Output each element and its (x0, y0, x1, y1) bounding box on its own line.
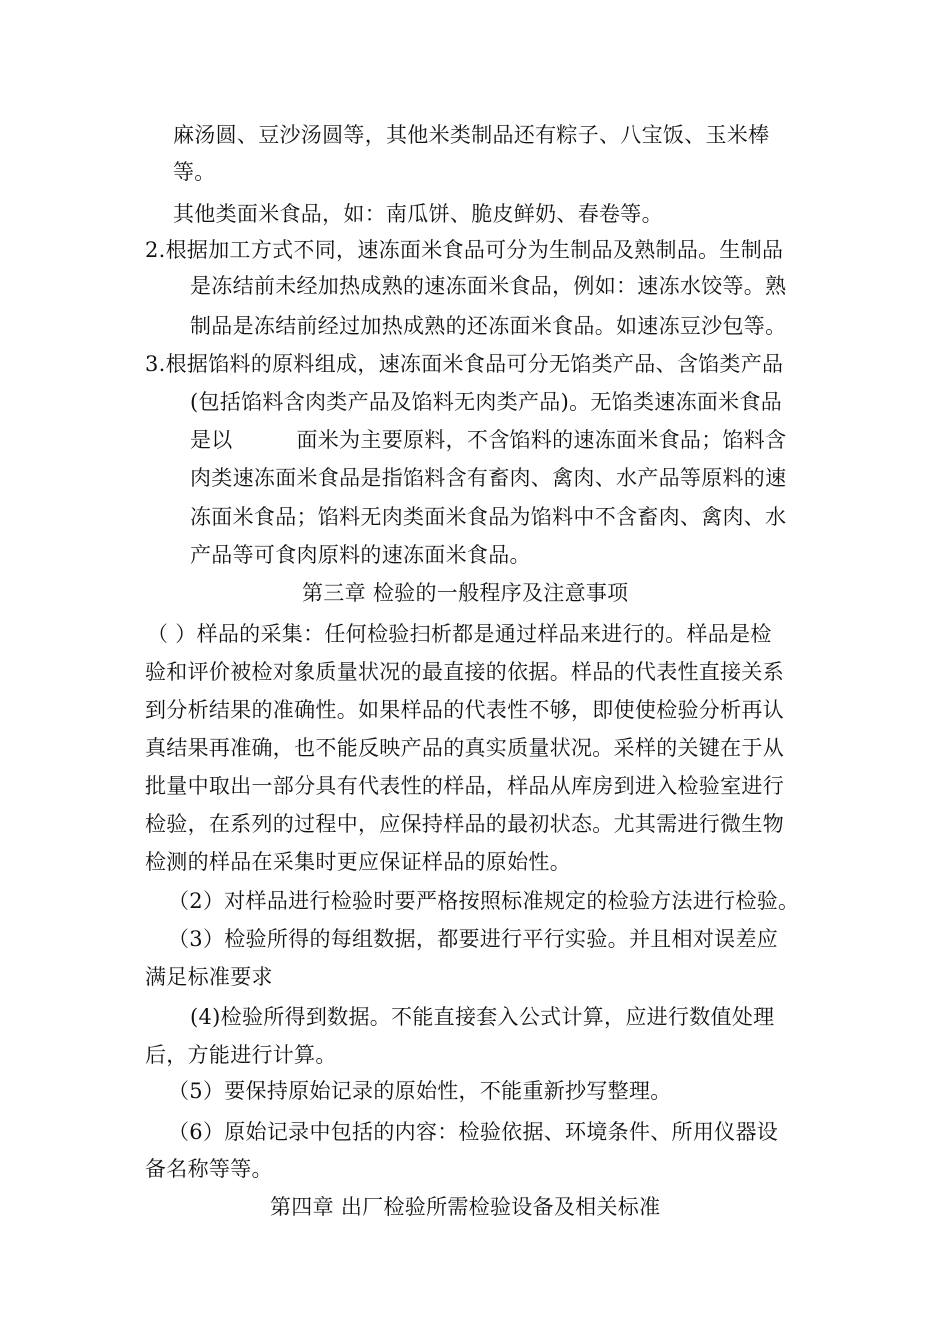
paragraph-line: 满足标准要求 (145, 965, 273, 989)
paragraph-line: （5）要保持原始记录的原始性，不能重新抄写整理。 (168, 1079, 672, 1103)
paragraph-line: 是冻结前未经加热成熟的速冻面米食品，例如：速冻水饺等。熟 (190, 274, 787, 298)
paragraph-line: 等。 (173, 160, 216, 184)
paragraph-line: 制品是冻结前经过加热成熟的还冻面米食品。如速冻豆沙包等。 (190, 314, 787, 338)
paragraph-line: 验和评价被检对象质量状况的最直接的依据。样品的代表性直接关系 (145, 660, 784, 684)
paragraph-line: 冻面米食品；馅料无肉类面米食品为馅料中不含畜肉、禽肉、水 (190, 505, 787, 529)
paragraph-line: 到分析结果的准确性。如果样品的代表性不够，即使使检验分析再认 (145, 698, 784, 722)
paragraph-line: （ ）样品的采集：任何检验扫析都是通过样品来进行的。样品是检 (147, 622, 772, 646)
paragraph-line: 检验，在系列的过程中，应保持样品的最初状态。尤其需进行微生物 (145, 812, 784, 836)
paragraph-line: （3）检验所得的每组数据，都要进行平行实验。并且相对误差应 (168, 927, 779, 951)
paragraph-line: 真结果再准确，也不能反映产品的真实质量状况。采样的关键在于从 (145, 736, 784, 760)
paragraph-line: (4)检验所得到数据。不能直接套入公式计算，应进行数值处理 (190, 1005, 775, 1029)
paragraph-line: 是以 面米为主要原料，不含馅料的速冻面米食品；馅料含 (190, 428, 787, 452)
paragraph-line: 批量中取出一部分具有代表性的样品，样品从库房到进入检验室进行 (145, 774, 784, 798)
paragraph-line: （6）原始记录中包括的内容：检验依据、环境条件、所用仪器设 (168, 1120, 779, 1144)
paragraph-line: 其他类面米食品，如：南瓜饼、脆皮鲜奶、春卷等。 (173, 202, 663, 226)
paragraph-line: 产品等可食肉原料的速冻面米食品。 (190, 543, 531, 567)
paragraph-line: （2）对样品进行检验时要严格按照标准规定的检验方法进行检验。 (168, 889, 800, 913)
paragraph-line: 备名称等等。 (145, 1157, 273, 1181)
paragraph-line: 肉类速冻面米食品是指馅料含有畜肉、禽肉、水产品等原料的速 (190, 466, 787, 490)
chapter-heading: 第四章 出厂检验所需检验设备及相关标准 (270, 1195, 661, 1219)
chapter-heading: 第三章 检验的一般程序及注意事项 (302, 581, 629, 605)
paragraph-line: 麻汤圆、豆沙汤圆等，其他米类制品还有粽子、八宝饭、玉米棒 (173, 123, 770, 147)
list-item-3: 3.根据馅料的原料组成，速冻面米食品可分无馅类产品、含馅类产品 (145, 352, 784, 376)
paragraph-line: 检测的样品在采集时更应保证样品的原始性。 (145, 850, 571, 874)
list-item-2: 2.根据加工方式不同，速冻面米食品可分为生制品及熟制品。生制品 (145, 238, 784, 262)
paragraph-line: (包括馅料含肉类产品及馅料无肉类产品)。无馅类速冻面米食品 (190, 390, 783, 414)
paragraph-line: 后，方能进行计算。 (145, 1043, 337, 1067)
